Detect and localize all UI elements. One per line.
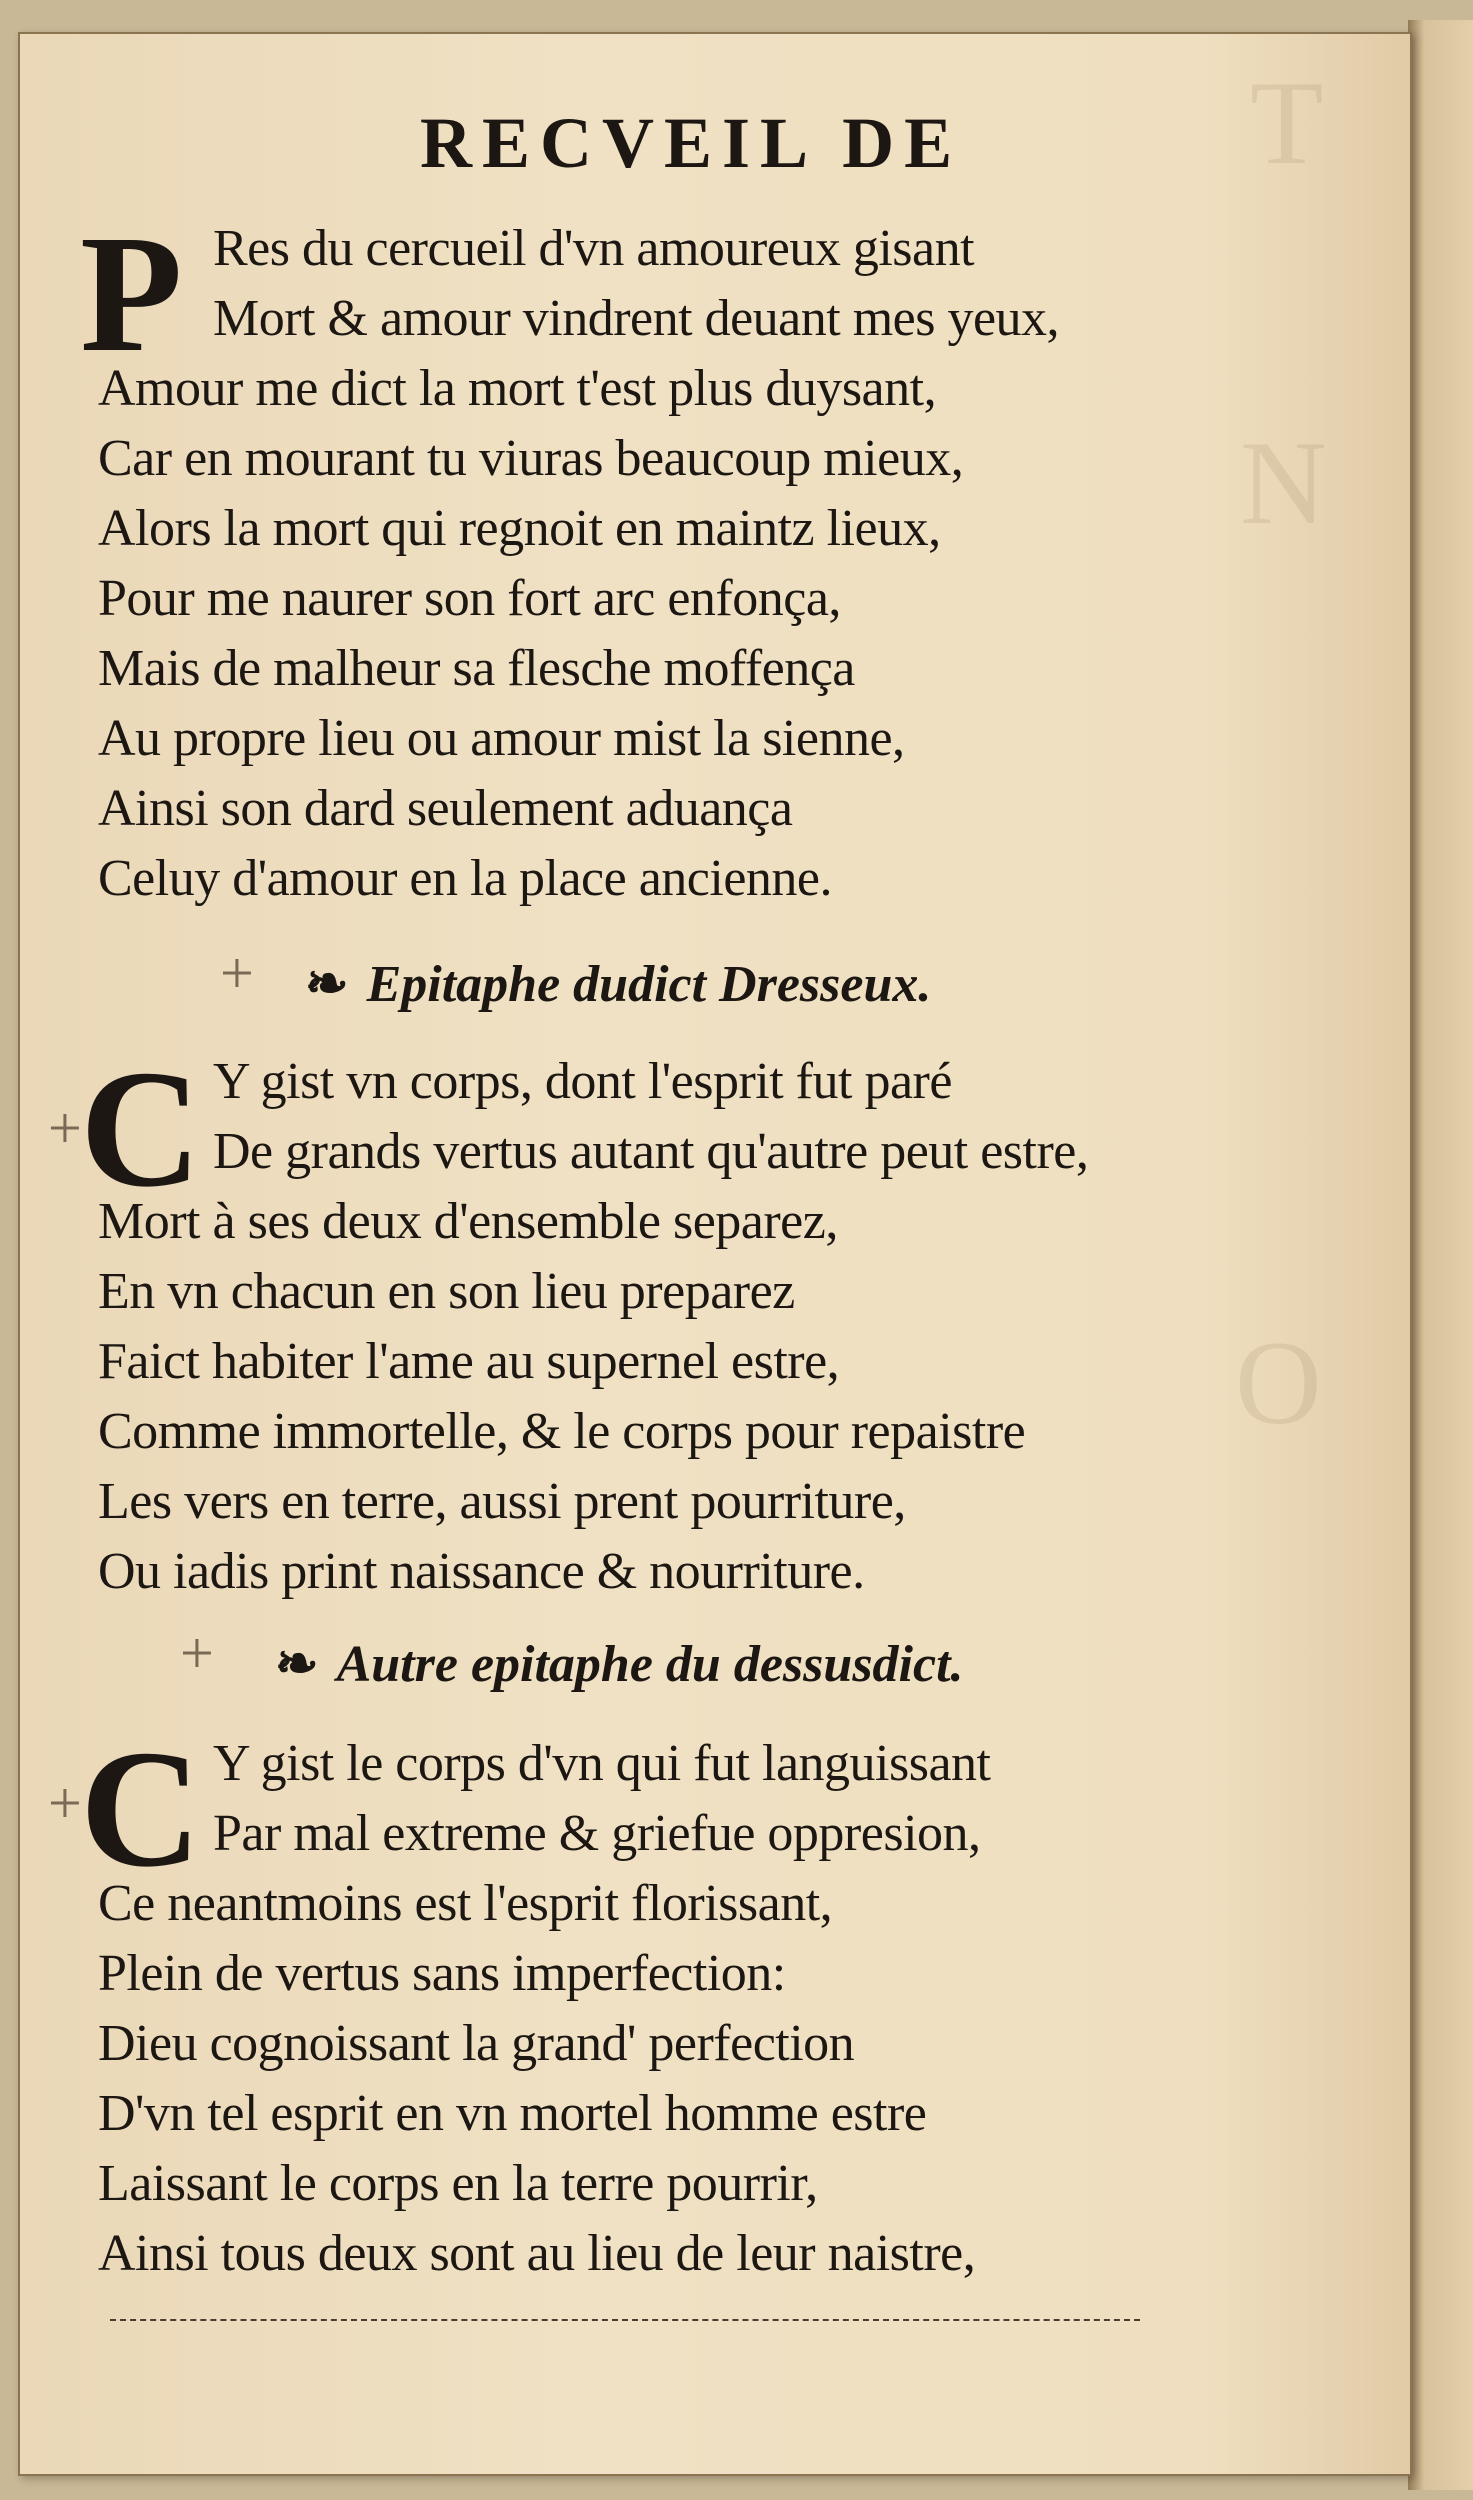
show-through-text: N [1240,416,1327,549]
show-through-text: O [1235,1316,1322,1449]
underline-rule [110,2319,1140,2321]
drop-cap: C [80,1716,202,1902]
drop-cap: P [80,201,183,387]
poem-stanza-3 [98,1729,990,2289]
verse-line: Car en mourant tu viuras beaucoup mieux, [98,430,964,487]
verse-line: Amour me dict la mort t'est plus duysant, [98,360,937,417]
adjacent-page-edge [1408,20,1473,2490]
verse-line: Par mal extreme & griefue oppresion, [213,1805,981,1862]
manuscript-cross-icon: + [180,1620,214,1686]
verse-line: Les vers en terre, aussi prent pourriture, [98,1473,906,1530]
drop-cap: C [80,1036,202,1222]
running-head: RECVEIL DE [420,103,963,183]
verse-line: Ainsi son dard seulement aduança [98,780,793,837]
verse-line: Ainsi tous deux sont au lieu de leur naistre, [98,2225,976,2282]
verse-line: Celuy d'amour en la place ancienne. [98,850,832,907]
epitaph-heading: ❧ Epitaphe dudict Dresseux. [305,956,932,1013]
verse-line: Mort à ses deux d'ensemble separez, [98,1193,838,1250]
fleuron-icon: ❧ [305,956,349,1013]
verse-line: Ce neantmoins est l'esprit florissant, [98,1875,833,1932]
verse-line: Y gist le corps d'vn qui fut languissant [213,1735,991,1792]
verse-line: De grands vertus autant qu'autre peut estre, [213,1123,1089,1180]
manuscript-cross-icon: + [48,1770,82,1836]
verse-line: Plein de vertus sans imperfection: [98,1945,786,2002]
verse-line: Alors la mort qui regnoit en maintz lieux, [98,500,941,557]
verse-line: En vn chacun en son lieu preparez [98,1263,795,1320]
verse-line: Y gist vn corps, dont l'esprit fut paré [213,1053,952,1110]
verse-line: Pour me naurer son fort arc enfonça, [98,570,841,627]
fleuron-icon: ❧ [275,1636,319,1693]
verse-line: D'vn tel esprit en vn mortel homme estre [98,2085,927,2142]
epitaph-heading: ❧ Autre epitaphe du dessusdict. [275,1636,964,1693]
manuscript-cross-icon: + [48,1095,82,1161]
verse-line: Mort & amour vindrent deuant mes yeux, [213,290,1060,347]
verse-line: Mais de malheur sa flesche moffença [98,640,855,697]
verse-line: Comme immortelle, & le corps pour repaistre [98,1403,1026,1460]
manuscript-cross-icon: + [220,940,254,1006]
book-page [18,32,1412,2476]
verse-line: Ou iadis print naissance & nourriture. [98,1543,865,1600]
verse-line: Res du cercueil d'vn amoureux gisant [213,220,975,277]
verse-line: Au propre lieu ou amour mist la sienne, [98,710,905,767]
verse-line: Laissant le corps en la terre pourrir, [98,2155,818,2212]
verse-line: Dieu cognoissant la grand' perfection [98,2015,855,2072]
verse-line: Faict habiter l'ame au supernel estre, [98,1333,840,1390]
poem-stanza-2 [98,1047,1088,1607]
show-through-text: T [1250,56,1324,189]
poem-stanza-1 [98,214,1059,914]
